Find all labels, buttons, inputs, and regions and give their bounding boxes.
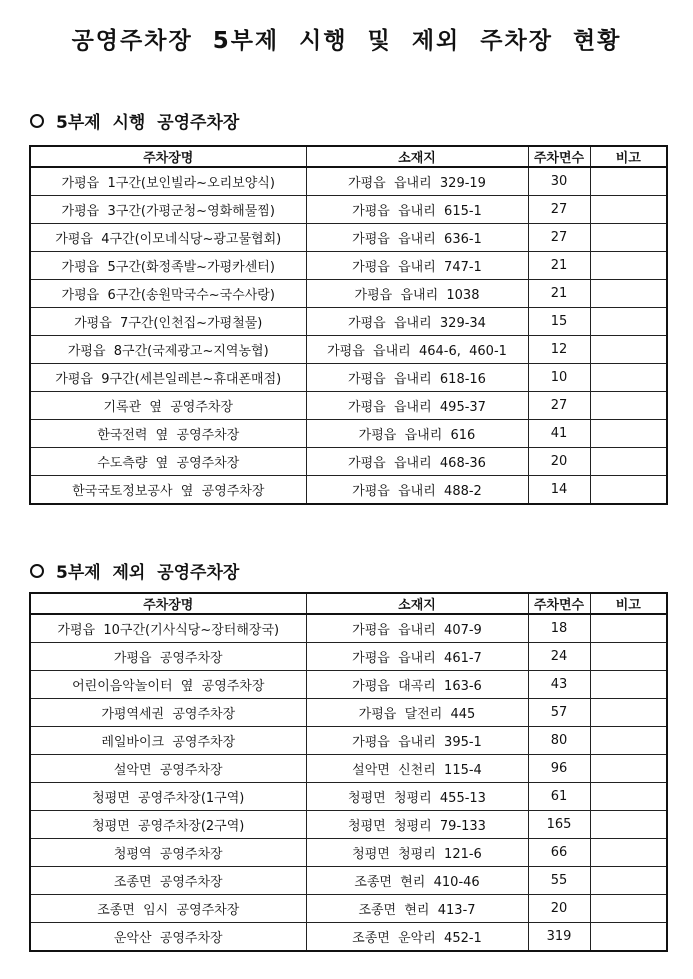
column-header-name: 주차장명 [30,146,306,167]
cell-spaces: 18 [528,614,590,643]
cell-remarks [590,392,667,420]
cell-spaces: 57 [528,699,590,727]
section-heading-label: 5부제 제외 공영주차장 [56,563,240,583]
cell-parking-name: 가평읍 공영주차장 [30,643,306,671]
table-row [30,643,667,671]
page-title: 공영주차장 5부제 시행 및 제외 주차장 현황 [71,28,622,54]
table-row [30,308,667,336]
cell-spaces: 21 [528,252,590,280]
cell-remarks [590,252,667,280]
table-row [30,895,667,923]
cell-spaces: 24 [528,643,590,671]
cell-parking-name: 조종면 임시 공영주차장 [30,895,306,923]
cell-spaces: 15 [528,308,590,336]
cell-spaces: 20 [528,448,590,476]
cell-spaces: 96 [528,755,590,783]
cell-parking-name: 가평읍 5구간(화정족발~가평카센터) [30,252,306,280]
table-row [30,614,667,643]
parking-table-exempt [29,592,668,952]
section-heading-label: 5부제 시행 공영주차장 [56,113,240,133]
cell-remarks [590,727,667,755]
cell-remarks [590,476,667,505]
cell-address: 가평읍 읍내리 461-7 [306,643,528,671]
table-row [30,783,667,811]
cell-address: 가평읍 읍내리 395-1 [306,727,528,755]
cell-spaces: 27 [528,196,590,224]
cell-remarks [590,895,667,923]
cell-spaces: 165 [528,811,590,839]
cell-spaces: 30 [528,167,590,196]
cell-parking-name: 조종면 공영주차장 [30,867,306,895]
table-row [30,923,667,952]
table-row [30,755,667,783]
column-header-address: 소재지 [306,146,528,167]
cell-address: 가평읍 읍내리 488-2 [306,476,528,505]
cell-spaces: 27 [528,224,590,252]
cell-remarks [590,671,667,699]
cell-address: 가평읍 달전리 445 [306,699,528,727]
cell-remarks [590,448,667,476]
cell-parking-name: 가평역세권 공영주차장 [30,699,306,727]
cell-spaces: 66 [528,839,590,867]
cell-remarks [590,923,667,952]
cell-remarks [590,364,667,392]
cell-remarks [590,699,667,727]
cell-remarks [590,811,667,839]
section-heading-exempt [30,558,239,583]
cell-parking-name: 청평역 공영주차장 [30,839,306,867]
cell-spaces: 21 [528,280,590,308]
column-header-name: 주차장명 [30,593,306,614]
circle-bullet-icon [30,564,44,578]
cell-parking-name: 가평읍 7구간(인천집~가평철물) [30,308,306,336]
cell-remarks [590,167,667,196]
table-row [30,699,667,727]
cell-address: 조종면 현리 413-7 [306,895,528,923]
cell-spaces: 27 [528,392,590,420]
table-row [30,727,667,755]
table-header-row [30,146,667,167]
table-row [30,167,667,196]
cell-remarks [590,783,667,811]
cell-address: 가평읍 읍내리 615-1 [306,196,528,224]
cell-address: 가평읍 읍내리 618-16 [306,364,528,392]
cell-remarks [590,755,667,783]
cell-spaces: 43 [528,671,590,699]
cell-spaces: 20 [528,895,590,923]
cell-remarks [590,420,667,448]
cell-parking-name: 가평읍 3구간(가평군청~영화해물찜) [30,196,306,224]
cell-parking-name: 운악산 공영주차장 [30,923,306,952]
cell-address: 가평읍 읍내리 329-19 [306,167,528,196]
circle-bullet-icon [30,114,44,128]
cell-address: 청평면 청평리 121-6 [306,839,528,867]
cell-parking-name: 한국전력 옆 공영주차장 [30,420,306,448]
column-header-spaces: 주차면수 [528,146,590,167]
cell-parking-name: 한국국토정보공사 옆 공영주차장 [30,476,306,505]
cell-parking-name: 수도측량 옆 공영주차장 [30,448,306,476]
cell-parking-name: 가평읍 6구간(송원막국수~국수사랑) [30,280,306,308]
cell-spaces: 12 [528,336,590,364]
column-header-spaces: 주차면수 [528,593,590,614]
table-row [30,420,667,448]
table-row [30,867,667,895]
cell-parking-name: 청평면 공영주차장(1구역) [30,783,306,811]
table-row [30,224,667,252]
cell-address: 조종면 현리 410-46 [306,867,528,895]
cell-parking-name: 가평읍 1구간(보인빌라~오리보양식) [30,167,306,196]
table-header-row [30,593,667,614]
cell-address: 가평읍 읍내리 616 [306,420,528,448]
cell-address: 설악면 신천리 115-4 [306,755,528,783]
parking-table-enforced [29,145,668,505]
cell-remarks [590,196,667,224]
table-row [30,392,667,420]
cell-parking-name: 가평읍 4구간(이모네식당~광고물협회) [30,224,306,252]
cell-spaces: 10 [528,364,590,392]
table-row [30,811,667,839]
cell-spaces: 319 [528,923,590,952]
cell-remarks [590,280,667,308]
column-header-remarks: 비고 [590,146,667,167]
cell-parking-name: 가평읍 9구간(세븐일레븐~휴대폰매점) [30,364,306,392]
table-row [30,280,667,308]
cell-remarks [590,336,667,364]
table-row [30,448,667,476]
table-row [30,336,667,364]
table-row [30,364,667,392]
cell-parking-name: 가평읍 8구간(국제광고~지역농협) [30,336,306,364]
table-row [30,476,667,505]
cell-spaces: 55 [528,867,590,895]
cell-spaces: 80 [528,727,590,755]
cell-spaces: 61 [528,783,590,811]
cell-address: 가평읍 읍내리 495-37 [306,392,528,420]
column-header-remarks: 비고 [590,593,667,614]
cell-address: 가평읍 읍내리 1038 [306,280,528,308]
cell-address: 가평읍 읍내리 329-34 [306,308,528,336]
cell-spaces: 14 [528,476,590,505]
cell-remarks [590,643,667,671]
section-heading-enforced [30,108,239,133]
cell-address: 청평면 청평리 455-13 [306,783,528,811]
cell-remarks [590,614,667,643]
cell-remarks [590,308,667,336]
cell-parking-name: 청평면 공영주차장(2구역) [30,811,306,839]
table-row [30,196,667,224]
cell-remarks [590,839,667,867]
cell-address: 가평읍 읍내리 464-6, 460-1 [306,336,528,364]
cell-parking-name: 레일바이크 공영주차장 [30,727,306,755]
cell-address: 청평면 청평리 79-133 [306,811,528,839]
cell-remarks [590,224,667,252]
cell-parking-name: 가평읍 10구간(기사식당~장터해장국) [30,614,306,643]
cell-address: 가평읍 읍내리 407-9 [306,614,528,643]
table-row [30,839,667,867]
cell-address: 가평읍 읍내리 468-36 [306,448,528,476]
cell-address: 가평읍 읍내리 747-1 [306,252,528,280]
cell-parking-name: 기록관 옆 공영주차장 [30,392,306,420]
table-row [30,671,667,699]
cell-address: 가평읍 대곡리 163-6 [306,671,528,699]
table-row [30,252,667,280]
cell-parking-name: 설악면 공영주차장 [30,755,306,783]
cell-parking-name: 어린이음악놀이터 옆 공영주차장 [30,671,306,699]
cell-remarks [590,867,667,895]
cell-spaces: 41 [528,420,590,448]
cell-address: 조종면 운악리 452-1 [306,923,528,952]
column-header-address: 소재지 [306,593,528,614]
cell-address: 가평읍 읍내리 636-1 [306,224,528,252]
